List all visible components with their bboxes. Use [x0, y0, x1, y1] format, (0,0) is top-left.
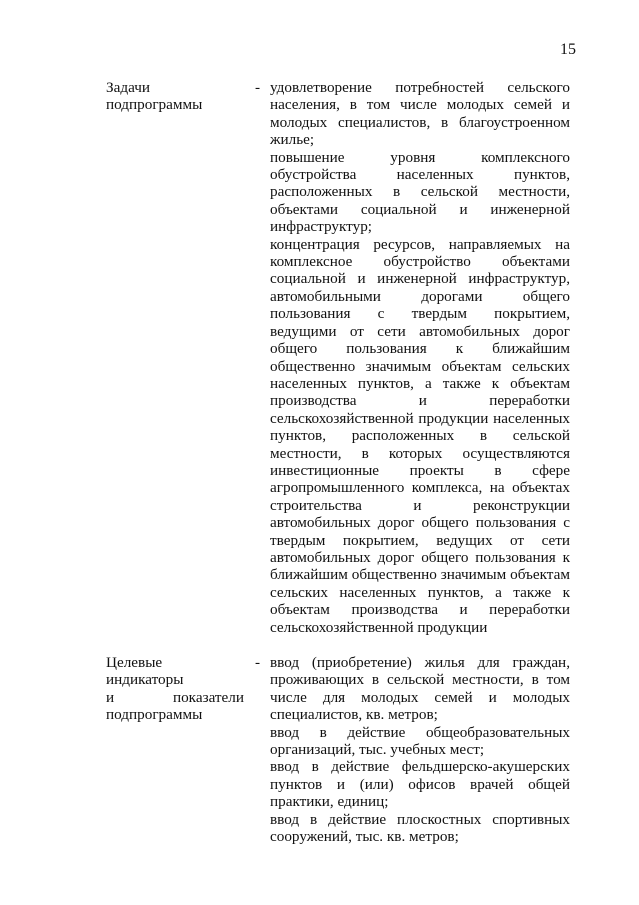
indicator-paragraph: ввод (приобретение) жилья для граждан, проживающих в сельской местности, в том числе для молодых семей и молодых специалистов, кв. метров; [270, 654, 570, 724]
task-paragraph: повышение уровня комплексного обустройства населенных пунктов, расположенных в сельской местности, объектами социальной и инженерной инфраструктур; [270, 148, 570, 236]
label-line: и показатели [106, 688, 244, 706]
section-label [106, 79, 246, 114]
task-paragraph: концентрация ресурсов, направляемых на комплексное обустройство объектами социальной и инженерной инфраструктур, автомобильными дорогами общего пользования с твердым покрытием, ведущими от сети автомобильных дорог общего пользования к ближайшим общественно значимым объектам сельских населенных пунктов, а также к объектам производства и переработки сельскохозяйственной продукции населенных пунктов, расположенных в сельской местности, в которых осуществляются инвестиционные проекты в сфере агропромышленного комплекса, на объектах строительства и реконструкции автомобильных дорог общего пользования с твердым покрытием, ведущих от сети автомобильных дорог общего пользования к ближайшим общественно значимым объектам сельских населенных пунктов, а также к объектам производства и переработки сельскохозяйственной продукции [270, 235, 570, 636]
label-line: подпрограммы [106, 706, 203, 724]
label-line: индикаторы [106, 671, 184, 689]
label-line: Целевые [106, 654, 163, 671]
indicator-paragraph: ввод в действие общеобразовательных организаций, тыс. учебных мест; [270, 723, 570, 759]
indicator-paragraph: ввод в действие плоскостных спортивных сооружений, тыс. кв. метров; [270, 810, 570, 846]
section-label [106, 654, 246, 724]
label-line: Задачи [106, 79, 150, 96]
indicator-paragraph: ввод в действие фельдшерско-акушерских пунктов и (или) офисов врачей общей практики, единиц; [270, 758, 570, 811]
page-number: 15 [560, 41, 576, 58]
list-dash: - [255, 654, 261, 671]
section-content [270, 654, 570, 845]
section-content [270, 79, 570, 636]
list-dash: - [255, 79, 261, 96]
label-line: подпрограммы [106, 96, 203, 114]
task-paragraph: удовлетворение потребностей сельского населения, в том числе молодых семей и молодых специалистов, в благоустроенном жилье; [270, 79, 570, 149]
